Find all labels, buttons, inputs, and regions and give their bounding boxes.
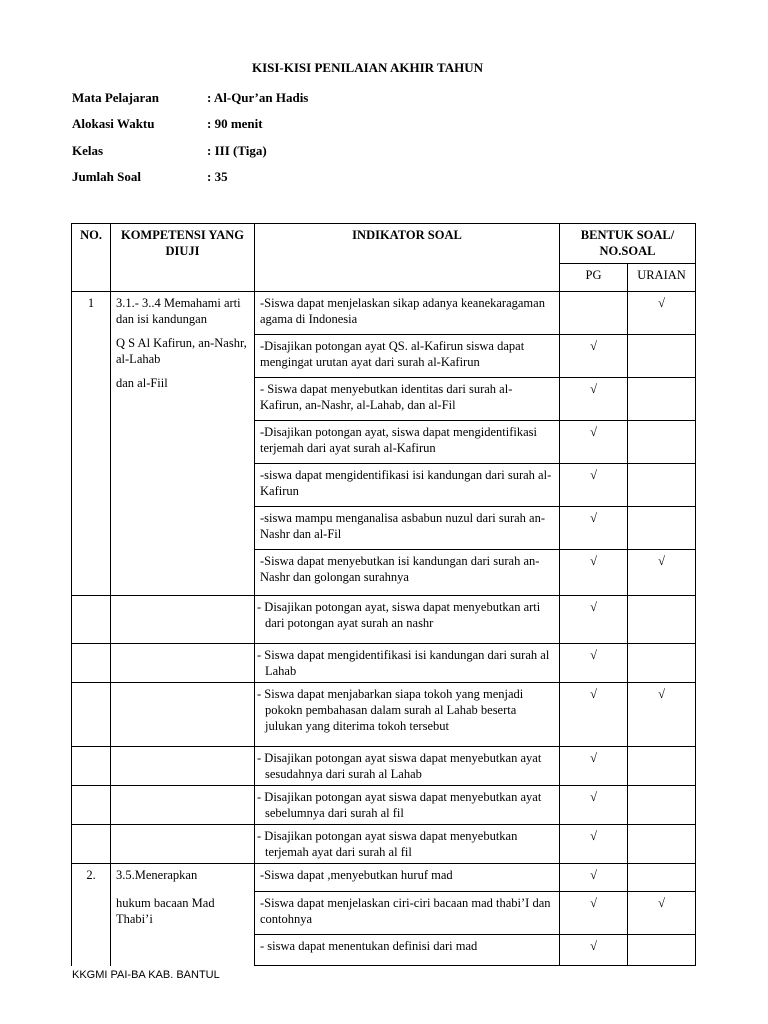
page-title: KISI-KISI PENILAIAN AKHIR TAHUN xyxy=(251,60,484,75)
pg-check: √ xyxy=(560,378,628,421)
indikator-cell: -siswa mampu menganalisa asbabun nuzul dari surah an-Nashr dan al-Fil xyxy=(255,507,560,550)
pg-check: √ xyxy=(560,892,628,935)
indikator-cell: -Disajikan potongan ayat QS. al-Kafirun siswa dapat mengingat urutan ayat dari surah al-Kafirun xyxy=(255,335,560,378)
pg-check: √ xyxy=(560,507,628,550)
row-no xyxy=(72,892,111,935)
kompetensi-cell xyxy=(111,825,255,864)
kompetensi-cell xyxy=(111,644,255,683)
footer-text: KKGMI PAI-BA KAB. BANTUL xyxy=(72,969,220,981)
table-row xyxy=(72,747,696,786)
indikator-cell: - Siswa dapat mengidentifikasi isi kandungan dari surah al Lahab xyxy=(255,644,560,683)
indikator-cell: - Disajikan potongan ayat siswa dapat menyebutkan ayat sebelumnya dari surah al fil xyxy=(255,786,560,825)
uraian-check xyxy=(628,464,696,507)
header-pg: PG xyxy=(560,264,628,292)
kompetensi-cell xyxy=(111,292,255,596)
uraian-check xyxy=(628,864,696,892)
row-no xyxy=(72,747,111,786)
header-uraian: URAIAN xyxy=(628,264,696,292)
kompetensi-text: 3.1.- 3..4 Memahami arti dan isi kandungan xyxy=(116,296,241,326)
meta-alokasi-waktu xyxy=(72,116,263,132)
uraian-check xyxy=(628,507,696,550)
uraian-check xyxy=(628,747,696,786)
meta-jumlah-soal xyxy=(72,169,228,185)
kisi-kisi-table xyxy=(71,223,696,966)
kompetensi-cell: hukum bacaan Mad Thabi’i xyxy=(111,892,255,935)
meta-label: Alokasi Waktu xyxy=(72,116,155,131)
uraian-check: √ xyxy=(628,892,696,935)
table-row xyxy=(72,786,696,825)
pg-check: √ xyxy=(560,644,628,683)
row-no xyxy=(72,786,111,825)
pg-check: √ xyxy=(560,864,628,892)
indikator-cell: - siswa dapat menentukan definisi dari mad xyxy=(255,935,560,966)
indikator-cell: - Siswa dapat menyebutkan identitas dari surah al-Kafirun, an-Nashr, al-Lahab, dan al-Fil xyxy=(255,378,560,421)
meta-mata-pelajaran xyxy=(72,90,308,106)
row-no xyxy=(72,825,111,864)
meta-value: : III (Tiga) xyxy=(207,143,267,158)
meta-label: Jumlah Soal xyxy=(72,169,141,184)
uraian-check xyxy=(628,825,696,864)
table-row xyxy=(72,825,696,864)
row-no xyxy=(72,935,111,966)
pg-check xyxy=(560,292,628,335)
header-no: NO. xyxy=(72,224,111,292)
uraian-check: √ xyxy=(628,683,696,747)
table-row xyxy=(72,892,696,935)
meta-kelas xyxy=(72,143,267,159)
meta-value: : Al-Qur’an Hadis xyxy=(207,90,309,105)
header-indikator: INDIKATOR SOAL xyxy=(255,224,560,292)
kompetensi-cell xyxy=(111,683,255,747)
indikator-cell: -Siswa dapat menjelaskan sikap adanya keanekaragaman agama di Indonesia xyxy=(255,292,560,335)
kompetensi-cell: 3.5.Menerapkan xyxy=(111,864,255,892)
pg-check: √ xyxy=(560,683,628,747)
meta-value: : 35 xyxy=(207,169,228,184)
indikator-cell: - Disajikan potongan ayat siswa dapat menyebutkan terjemah ayat dari surah al fil xyxy=(255,825,560,864)
pg-check: √ xyxy=(560,935,628,966)
kompetensi-text: dan al-Fiil xyxy=(116,376,168,390)
row-no xyxy=(72,644,111,683)
pg-check: √ xyxy=(560,825,628,864)
table-row xyxy=(72,644,696,683)
indikator-cell: -siswa dapat mengidentifikasi isi kandungan dari surah al-Kafirun xyxy=(255,464,560,507)
row-no xyxy=(72,683,111,747)
indikator-cell: - Disajikan potongan ayat siswa dapat menyebutkan ayat sesudahnya dari surah al Lahab xyxy=(255,747,560,786)
meta-label: Kelas xyxy=(72,143,104,158)
table-row xyxy=(72,292,696,335)
meta-label: Mata Pelajaran xyxy=(72,90,160,105)
uraian-check xyxy=(628,335,696,378)
indikator-cell: - Disajikan potongan ayat, siswa dapat menyebutkan arti dari potongan ayat surah an nashr xyxy=(255,596,560,644)
indikator-cell: - Siswa dapat menjabarkan siapa tokoh yang menjadi pokokn pembahasan dalam surah al Lahab beserta julukan yang diterima tokoh tersebut xyxy=(255,683,560,747)
table-row xyxy=(72,596,696,644)
pg-check: √ xyxy=(560,464,628,507)
pg-check: √ xyxy=(560,421,628,464)
table-row xyxy=(72,864,696,892)
pg-check: √ xyxy=(560,747,628,786)
kompetensi-cell xyxy=(111,786,255,825)
pg-check: √ xyxy=(560,550,628,596)
kompetensi-cell xyxy=(111,596,255,644)
table-row xyxy=(72,935,696,966)
uraian-check xyxy=(628,378,696,421)
uraian-check: √ xyxy=(628,292,696,335)
pg-check: √ xyxy=(560,335,628,378)
header-kompetensi: KOMPETENSI YANG DIUJI xyxy=(111,224,255,292)
row-no: 2. xyxy=(72,864,111,892)
uraian-check xyxy=(628,421,696,464)
row-no xyxy=(72,596,111,644)
uraian-check xyxy=(628,786,696,825)
pg-check: √ xyxy=(560,596,628,644)
kompetensi-text: Q S Al Kafirun, an-Nashr, al-Lahab xyxy=(116,336,247,366)
indikator-cell: -Siswa dapat menyebutkan isi kandungan dari surah an-Nashr dan golongan surahnya xyxy=(255,550,560,596)
meta-value: : 90 menit xyxy=(207,116,263,131)
kompetensi-cell xyxy=(111,747,255,786)
uraian-check xyxy=(628,644,696,683)
indikator-cell: -Disajikan potongan ayat, siswa dapat mengidentifikasi terjemah dari ayat surah al-Kafirun xyxy=(255,421,560,464)
uraian-check: √ xyxy=(628,550,696,596)
header-bentuk-soal: BENTUK SOAL/ NO.SOAL xyxy=(560,224,696,264)
pg-check: √ xyxy=(560,786,628,825)
uraian-check xyxy=(628,596,696,644)
indikator-cell: -Siswa dapat ,menyebutkan huruf mad xyxy=(255,864,560,892)
row-no: 1 xyxy=(72,292,111,596)
uraian-check xyxy=(628,935,696,966)
table-row xyxy=(72,683,696,747)
kompetensi-cell xyxy=(111,935,255,966)
indikator-cell: -Siswa dapat menjelaskan ciri-ciri bacaan mad thabi’I dan contohnya xyxy=(255,892,560,935)
